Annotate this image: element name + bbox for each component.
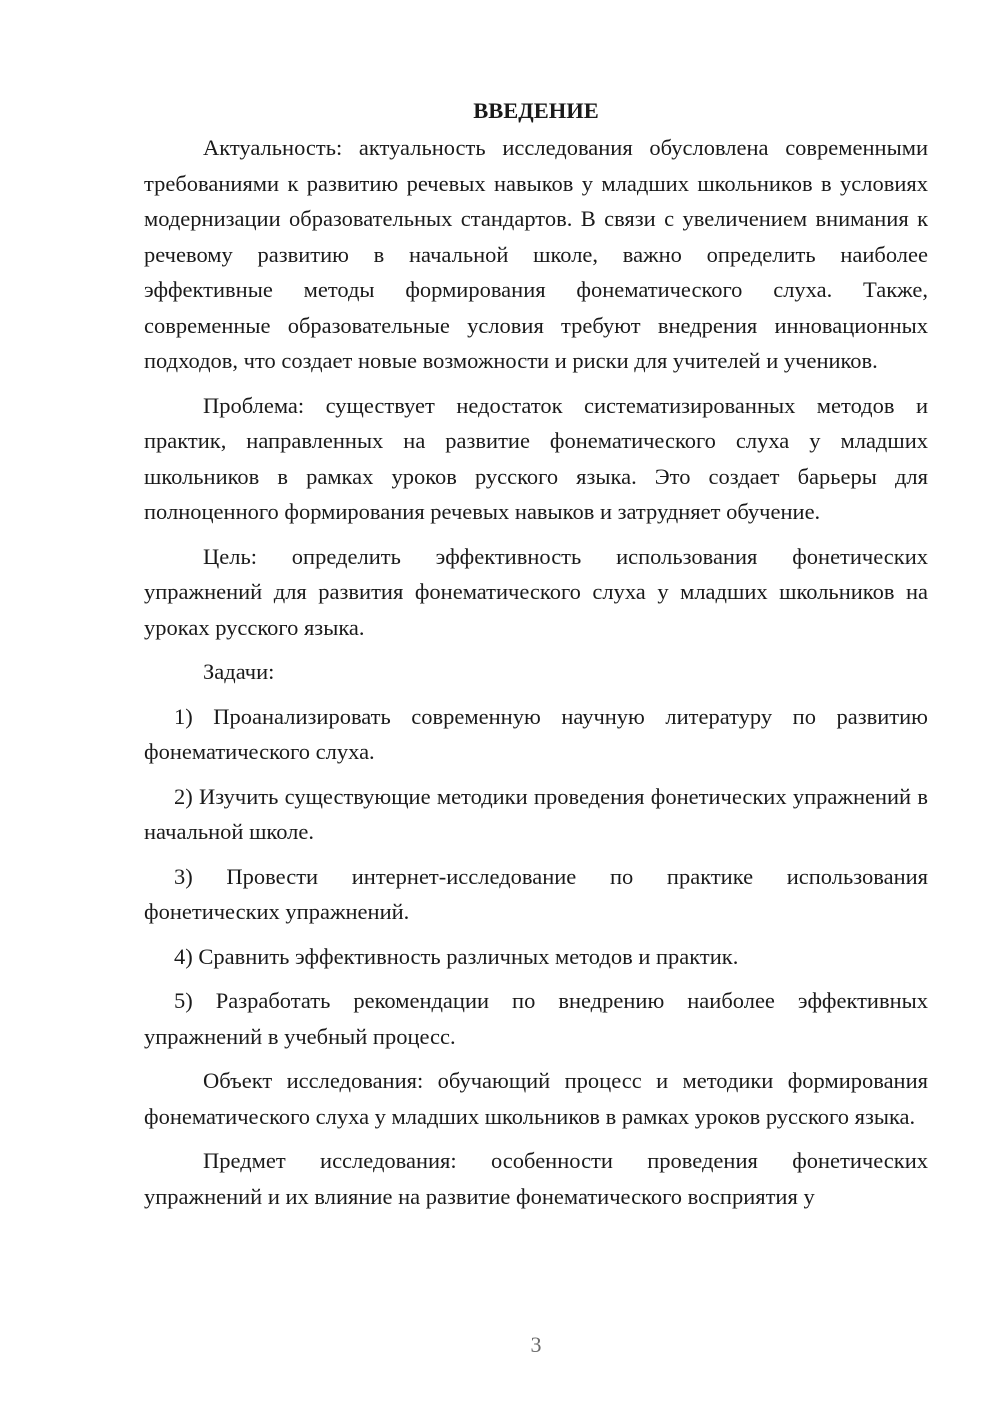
task-item-5: 5) Разработать рекомендации по внедрению наиболее эффективных упражнений в учебный процесс.: [144, 988, 928, 1049]
paragraph-tasks-label: Задачи:: [203, 659, 275, 684]
paragraph-relevance: Актуальность: актуальность исследования обусловлена современными требованиями к развитию речевых навыков у младших школьников в условиях модернизации образовательных стандартов. В связи с увеличением внимания к речевому развитию в начальной школе, важно определить наиболее эффективные методы формирования фонематического слуха. Также, современные образовательные условия требуют внедрения инновационных подходов, что создает новые возможности и риски для учителей и учеников.: [144, 135, 928, 373]
paragraph-problem: Проблема: существует недостаток систематизированных методов и практик, направленных на развитие фонематического слуха у младших школьников в рамках уроков русского языка. Это создает барьеры для полноценного формирования речевых навыков и затрудняет обучение.: [144, 392, 928, 524]
page-number: 3: [530, 1332, 542, 1357]
section-heading: ВВЕДЕНИЕ: [473, 98, 599, 123]
page-content: [144, 92, 928, 1214]
task-item-4: 4) Сравнить эффективность различных методов и практик.: [174, 943, 739, 969]
paragraph-object: Объект исследования: обучающий процесс и методики формирования фонематического слуха у младших школьников в рамках уроков русского языка.: [144, 1068, 928, 1129]
task-item-2: 2) Изучить существующие методики проведения фонетических упражнений в начальной школе.: [144, 783, 928, 844]
paragraph-goal: Цель: определить эффективность использования фонетических упражнений для развития фонематического слуха у младших школьников на уроках русского языка.: [144, 543, 928, 640]
task-item-3: 3) Провести интернет-исследование по практике использования фонетических упражнений.: [144, 863, 928, 924]
task-item-1: 1) Проанализировать современную научную литературу по развитию фонематического слуха.: [144, 703, 928, 764]
paragraph-subject: Предмет исследования: особенности проведения фонетических упражнений и их влияние на развитие фонематического восприятия у: [144, 1148, 928, 1209]
